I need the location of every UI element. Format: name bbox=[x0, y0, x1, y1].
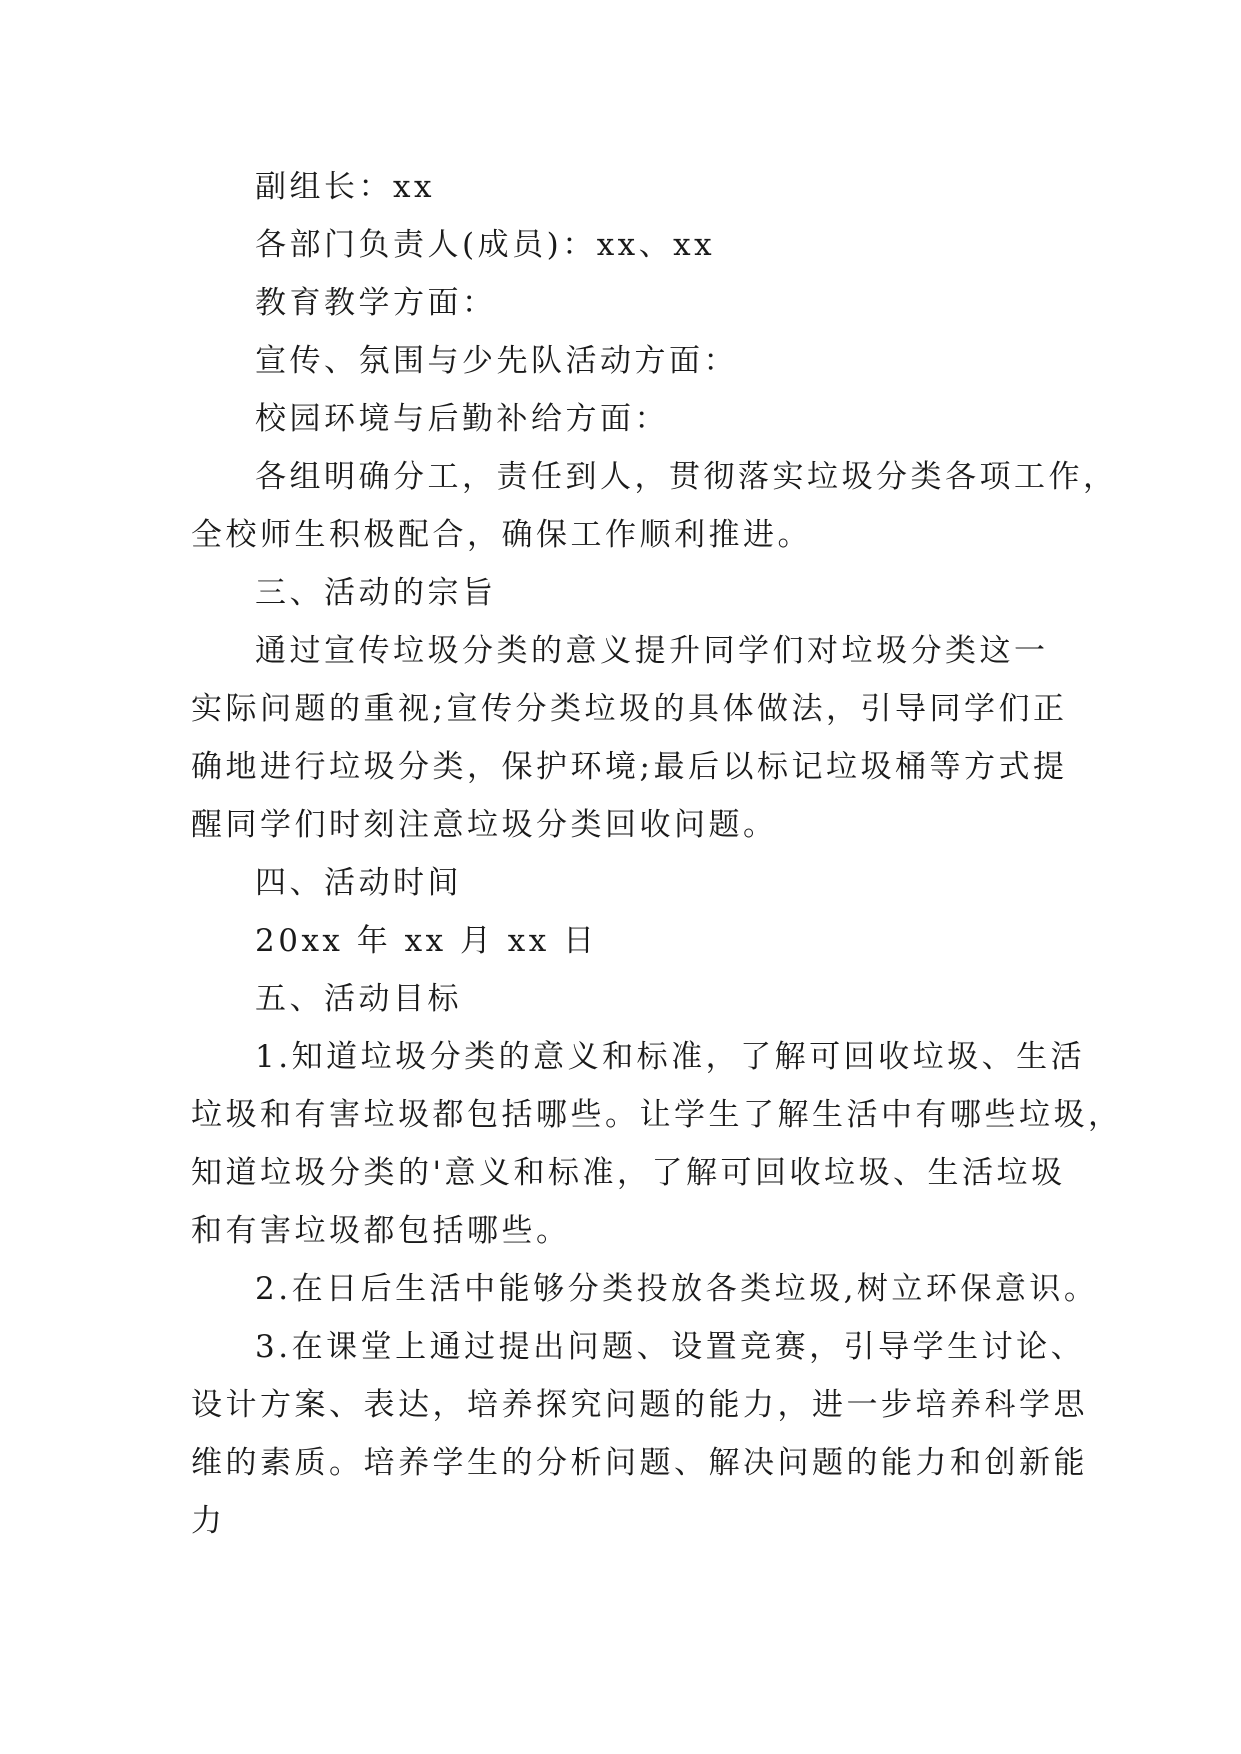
paragraph-line: 知道垃圾分类的'意义和标准，了解可回收垃圾、生活垃圾 bbox=[191, 1155, 1066, 1191]
paragraph-line: 确地进行垃圾分类，保护环境;最后以标记垃圾桶等方式提 bbox=[191, 749, 1068, 785]
paragraph-line: 各组明确分工，责任到人，贯彻落实垃圾分类各项工作， bbox=[255, 459, 1118, 495]
publicity-line: 宣传、氛围与少先队活动方面： bbox=[255, 343, 738, 379]
activity-date: 20xx 年 xx 月 xx 日 bbox=[255, 923, 598, 959]
paragraph-line: 醒同学们时刻注意垃圾分类回收问题。 bbox=[191, 807, 778, 843]
section-heading-purpose: 三、活动的宗旨 bbox=[255, 575, 497, 611]
paragraph-line: 实际问题的重视;宣传分类垃圾的具体做法，引导同学们正 bbox=[191, 691, 1068, 727]
paragraph-line: 设计方案、表达，培养探究问题的能力，进一步培养科学思 bbox=[191, 1387, 1088, 1423]
paragraph-line: 通过宣传垃圾分类的意义提升同学们对垃圾分类这一 bbox=[255, 633, 1049, 669]
paragraph-line: 维的素质。培养学生的分析问题、解决问题的能力和创新能 bbox=[191, 1445, 1088, 1481]
paragraph-line: 垃圾和有害垃圾都包括哪些。让学生了解生活中有哪些垃圾， bbox=[191, 1097, 1123, 1133]
goal-item-3: 3.在课堂上通过提出问题、设置竞赛，引导学生讨论、 bbox=[255, 1329, 1086, 1365]
document-body bbox=[191, 158, 1123, 1550]
education-teaching-line: 教育教学方面： bbox=[255, 285, 497, 321]
goal-item-1: 1.知道垃圾分类的意义和标准，了解可回收垃圾、生活 bbox=[255, 1039, 1086, 1075]
paragraph-line: 全校师生积极配合，确保工作顺利推进。 bbox=[191, 517, 812, 553]
paragraph-line: 和有害垃圾都包括哪些。 bbox=[191, 1213, 571, 1249]
deputy-leader-line: 副组长：xx bbox=[255, 169, 435, 205]
campus-environment-line: 校园环境与后勤补给方面： bbox=[255, 401, 669, 437]
section-heading-time: 四、活动时间 bbox=[255, 865, 462, 901]
paragraph-line: 力 bbox=[191, 1503, 226, 1539]
goal-item-2: 2.在日后生活中能够分类投放各类垃圾,树立环保意识。 bbox=[255, 1271, 1099, 1307]
department-heads-line: 各部门负责人(成员)：xx、xx bbox=[255, 227, 716, 263]
section-heading-goals: 五、活动目标 bbox=[255, 981, 462, 1017]
